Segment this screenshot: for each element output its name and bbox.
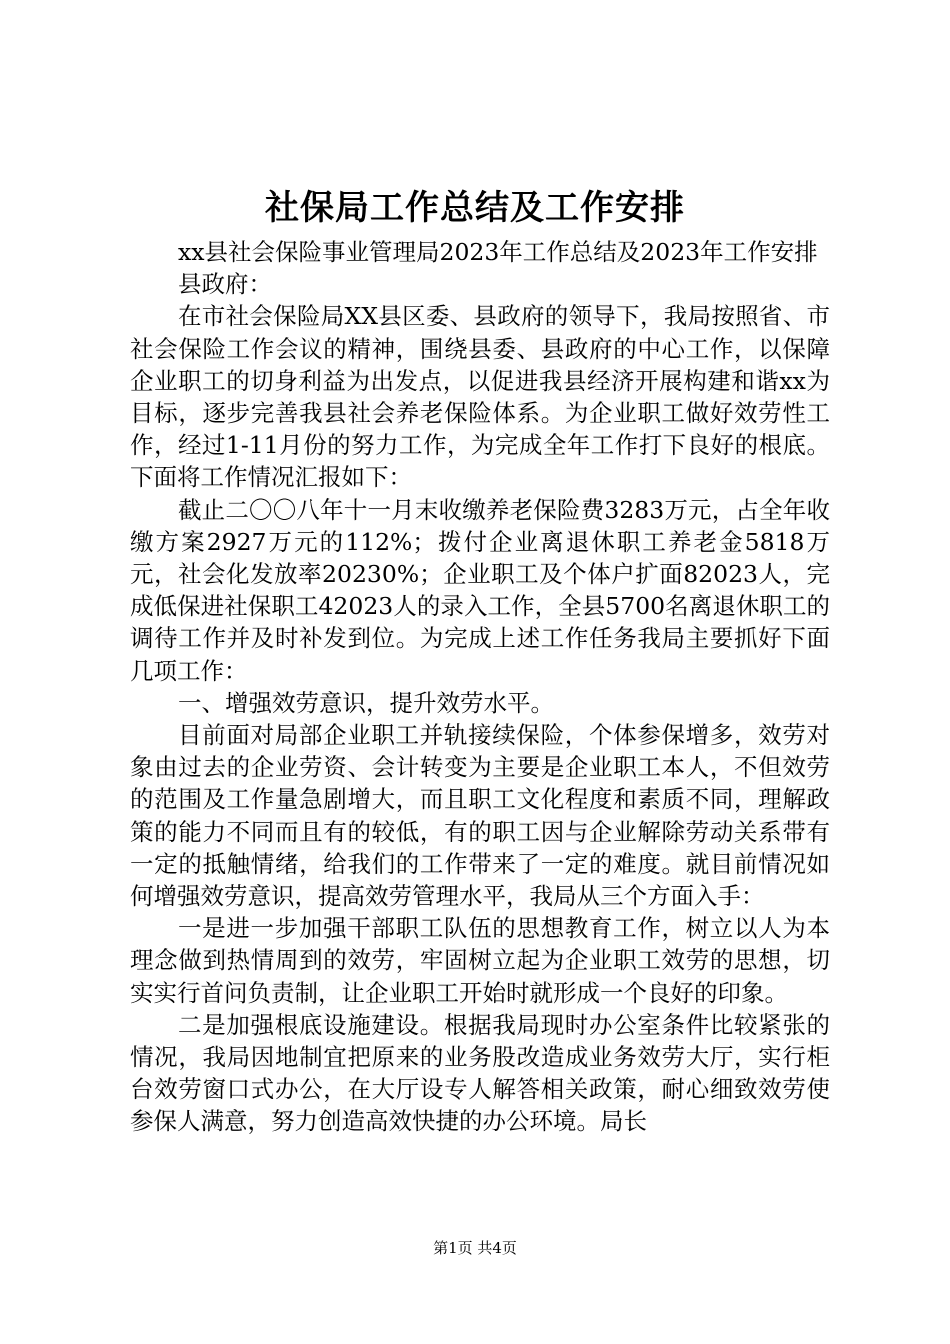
paragraph-challenges: 目前面对局部企业职工并轨接续保险，个体参保增多，效劳对象由过去的企业劳资、会计转变为主要是企业职工本人，不但效劳的范围及工作量急剧增大，而且职工文化程度和素质不同，理解政策的能力不同而且有的较低，有的职工因与企业解除劳动关系带有一定的抵触情绪，给我们的工作带来了一定的难度。就目前情况如何增强效劳意识，提高效劳管理水平，我局从三个方面入手： <box>130 721 830 911</box>
paragraph-point-1: 一是进一步加强干部职工队伍的思想教育工作，树立以人为本理念做到热情周到的效劳，牢固树立起为企业职工效劳的思想，切实实行首问负责制，让企业职工开始时就形成一个良好的印象。 <box>130 914 830 1007</box>
document-body <box>130 236 830 1138</box>
paragraph-statistics: 截止二〇〇八年十一月末收缴养老保险费3283万元，占全年收缴方案2927万元的112%；拨付企业离退休职工养老金5818万元，社会化发放率20230%；企业职工及个体户扩面82023人，完成低保进社保职工42023人的录入工作，全县5700名离退休职工的调待工作并及时补发到位。为完成上述工作任务我局主要抓好下面几项工作： <box>130 495 830 685</box>
paragraph-point-2: 二是加强根底设施建设。根据我局现时办公室条件比较紧张的情况，我局因地制宜把原来的业务股改造成业务效劳大厅，实行柜台效劳窗口式办公，在大厅设专人解答相关政策，耐心细致效劳使参保人满意，努力创造高效快捷的办公环境。局长 <box>130 1010 830 1136</box>
document-title: 社保局工作总结及工作安排 <box>265 188 685 228</box>
paragraph-salutation: 县政府： <box>178 270 272 299</box>
section-heading-1: 一、增强效劳意识，提升效劳水平。 <box>178 688 554 717</box>
paragraph-subtitle: xx县社会保险事业管理局2023年工作总结及2023年工作安排 <box>178 238 818 266</box>
paragraph-intro: 在市社会保险局XX县区委、县政府的领导下，我局按照省、市社会保险工作会议的精神，围绕县委、县政府的中心工作，以保障企业职工的切身利益为出发点，以促进我县经济开展构建和谐xx为目标，逐步完善我县社会养老保险体系。为企业职工做好效劳性工作，经过1-11月份的努力工作，为完成全年工作打下良好的根底。下面将工作情况汇报如下： <box>130 302 830 492</box>
page-footer: 第1页 共4页 <box>433 1239 517 1257</box>
